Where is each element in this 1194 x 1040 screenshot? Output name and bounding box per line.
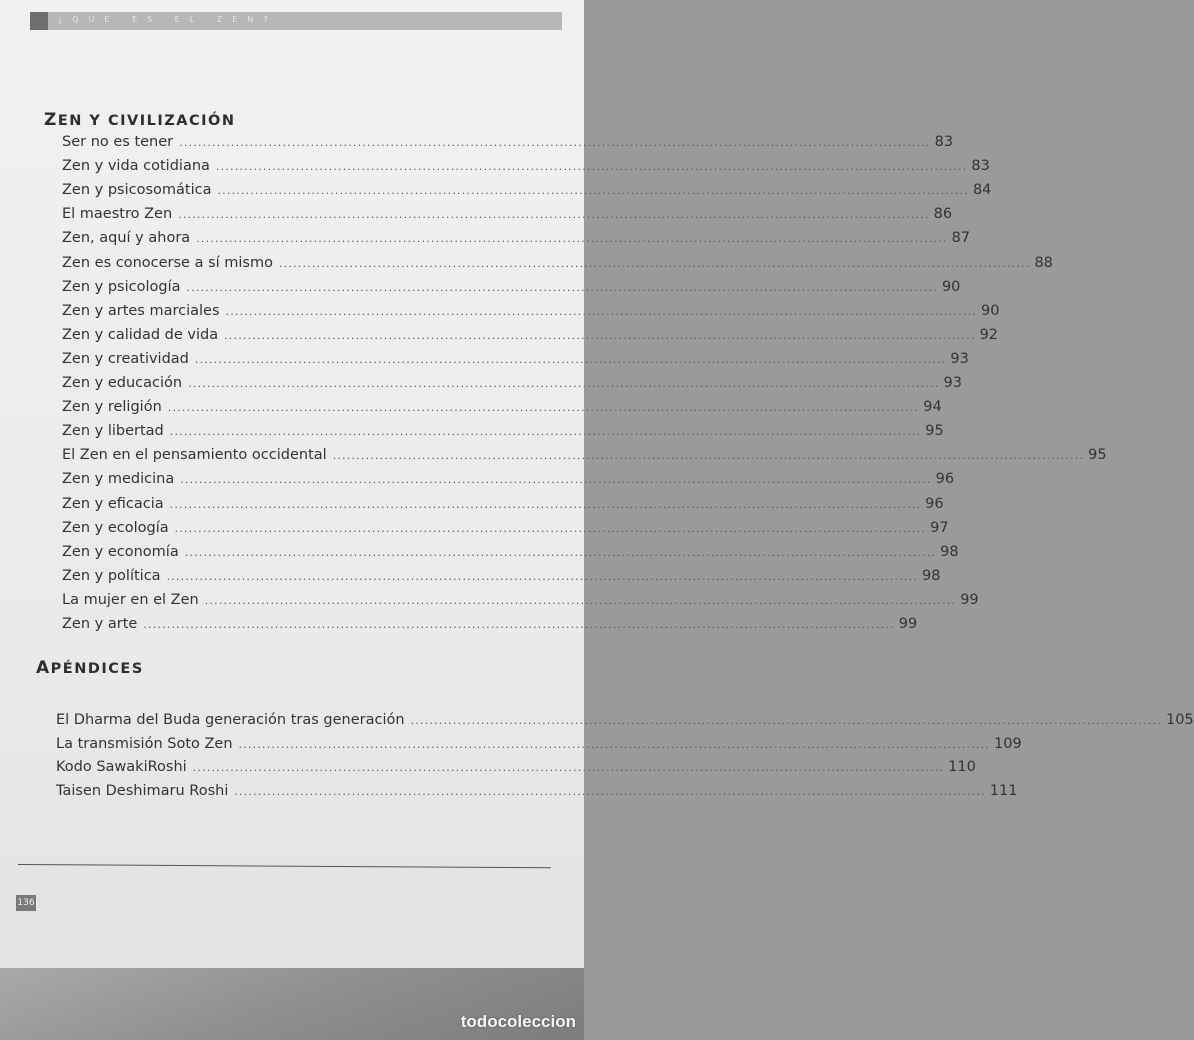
toc-entry-title: Zen y arte [62,616,138,632]
toc-entry-page: 83 [934,134,954,150]
toc-entry-page: 84 [972,182,992,199]
toc-entry-title: Zen y calidad de vida [62,326,219,343]
toc-entry-page: 95 [1088,447,1107,464]
toc-entry-page: 99 [898,616,918,632]
section-title-rest: PÉNDICES [50,661,144,677]
toc-leader-dots: ................................................................................................................................................................ [234,784,986,798]
toc-entry-page: 98 [922,567,941,584]
toc-entry [56,782,1018,803]
toc-entry-title: Ser no es tener [62,134,174,150]
toc-entry [62,278,961,299]
toc-entry [56,712,1194,732]
toc-entry-page: 110 [948,759,976,775]
toc-entry-page: 94 [923,399,942,416]
toc-entry [62,471,955,491]
toc-entry-title: Zen y ecología [62,519,169,536]
toc-entry-title: Kodo SawakiRoshi [56,759,187,775]
toc-leader-dots: ................................................................................................................................................................ [167,401,920,415]
section-title-initial: A [36,658,51,678]
toc-entry-page: 98 [940,543,959,560]
toc-entry-page: 93 [950,350,969,367]
toc-entry-title: Zen y creatividad [62,350,189,367]
toc-entry-title: Zen y vida cotidiana [62,158,210,175]
section-title-rest: EN Y CIVILIZACIÓN [57,113,236,129]
toc-leader-dots: ................................................................................................................................................................ [179,136,931,149]
toc-leader-dots: ................................................................................................................................................................ [184,545,937,559]
toc-entry-title: La mujer en el Zen [62,591,199,608]
toc-entry-page: 99 [960,591,979,608]
toc-leader-dots: ................................................................................................................................................................ [332,449,1085,463]
toc-entry-title: Zen y religión [62,399,162,416]
toc-entry [62,591,979,612]
toc-entry [62,350,969,371]
header-square-marker [30,12,48,30]
toc-leader-dots: ................................................................................................................................................................ [196,232,948,246]
toc-entry [62,375,962,395]
toc-entry-title: El Zen en el pensamiento occidental [62,447,327,464]
toc-entry-title: Zen y artes marciales [62,302,220,319]
toc-leader-dots: ................................................................................................................................................................ [224,328,976,342]
toc-entry-title: Zen y medicina [62,471,175,488]
toc-entry-title: Zen y psicología [62,278,181,295]
toc-entry-page: 105 [1166,712,1194,728]
watermark: todocoleccion [460,1012,576,1031]
toc-entry [62,543,959,564]
toc-entry-page: 88 [1034,254,1053,271]
toc-entry-title: Zen, aquí y ahora [62,230,191,247]
toc-leader-dots: ................................................................................................................................................................ [174,521,927,535]
toc-leader-dots: ................................................................................................................................................................ [186,280,938,294]
footer-rule [18,864,551,868]
toc-leader-dots: ................................................................................................................................................................ [278,256,1031,270]
toc-leader-dots: ................................................................................................................................................................ [188,377,940,390]
toc-entry [62,495,944,516]
toc-entry-page: 87 [951,230,971,247]
toc-entry-page: 92 [979,326,999,343]
toc-entry-page: 83 [971,158,990,175]
toc-entry [62,254,1053,275]
page-number: 136 [16,895,36,911]
toc-entry [62,567,941,588]
toc-entry-page: 90 [941,278,961,295]
toc-entry-title: Taisen Deshimaru Roshi [56,782,229,799]
toc-entry-title: El Dharma del Buda generación tras generación [56,712,405,728]
toc-entry-page: 111 [989,782,1018,799]
toc-entry [62,519,949,540]
toc-entry-title: La transmisión Soto Zen [56,735,233,752]
toc-entry-title: Zen y eficacia [62,495,164,512]
toc-leader-dots: ................................................................................................................................................................ [178,208,930,222]
toc-entry [62,399,942,419]
toc-entry [62,158,990,178]
toc-entry-title: Zen es conocerse a sí mismo [62,254,273,271]
section-title-apendices [36,658,144,678]
toc-leader-dots: ................................................................................................................................................................ [194,352,947,366]
toc-entry-page: 86 [933,206,953,223]
toc-entry [62,230,971,250]
running-header-label: ¿QUÉ ES EL ZEN? [58,15,278,24]
toc-leader-dots: ................................................................................................................................................................ [166,569,919,583]
toc-leader-dots: ................................................................................................................................................................ [143,618,895,631]
toc-entry-page: 93 [943,375,962,391]
toc-entry [62,206,953,226]
toc-leader-dots: ................................................................................................................................................................ [217,184,969,198]
toc-entry [62,302,1000,323]
toc-leader-dots: ................................................................................................................................................................ [238,737,990,751]
toc-entry-title: Zen y economía [62,543,179,560]
toc-entry-title: Zen y libertad [62,423,164,440]
toc-entry [62,447,1107,467]
toc-entry [62,134,954,154]
toc-leader-dots: ................................................................................................................................................................ [192,761,945,774]
toc-leader-dots: ................................................................................................................................................................ [169,425,922,439]
section-title-initial: Z [44,110,58,130]
toc-entry-page: 109 [994,735,1022,752]
toc-leader-dots: ................................................................................................................................................................ [169,497,922,511]
toc-leader-dots: ................................................................................................................................................................ [180,473,932,487]
toc-leader-dots: ................................................................................................................................................................ [410,714,1163,727]
toc-entry-page: 95 [925,423,944,440]
toc-entry [56,735,1022,756]
toc-leader-dots: ................................................................................................................................................................ [225,304,977,318]
toc-entry-page: 96 [935,471,955,488]
toc-entry [62,423,944,443]
toc-entry-title: El maestro Zen [62,206,173,223]
toc-entry-title: Zen y psicosomática [62,182,212,199]
toc-entry-title: Zen y educación [62,375,183,391]
toc-entry-page: 90 [980,302,1000,319]
toc-leader-dots: ................................................................................................................................................................ [215,160,968,174]
toc-entry-page: 97 [930,519,949,536]
section-title-zen-y-civilizacion [44,110,236,130]
toc-entry-title: Zen y política [62,567,161,584]
toc-entry [56,759,976,779]
toc-entry [62,616,918,636]
toc-leader-dots: ................................................................................................................................................................ [204,593,957,607]
toc-entry [62,326,999,347]
running-header-bar [30,12,562,30]
toc-entry-page: 96 [925,495,944,512]
toc-entry [62,182,992,202]
